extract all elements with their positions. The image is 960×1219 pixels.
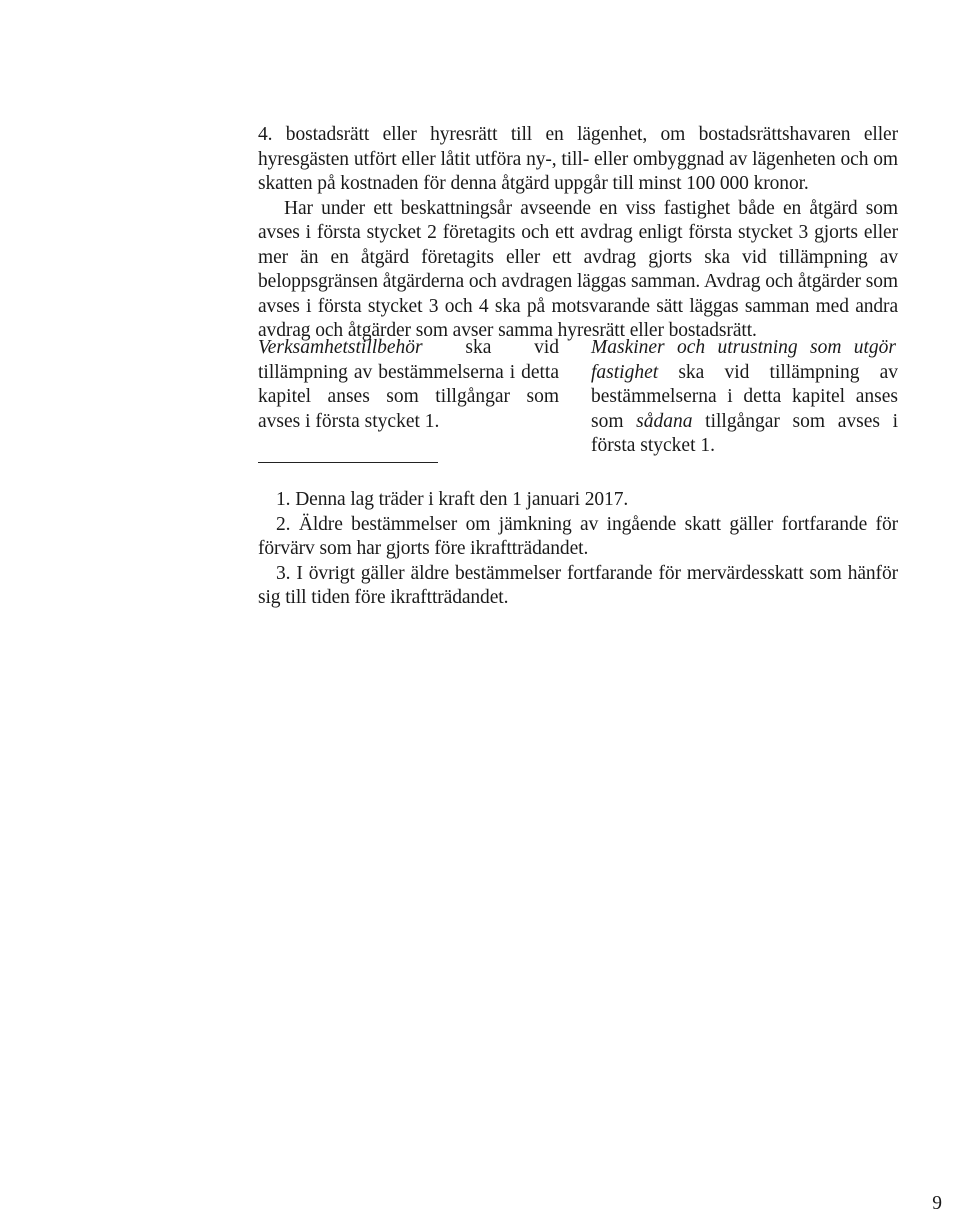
text-end: tillgångar som avses i första stycket 1. xyxy=(591,410,899,456)
provision-2: 2. Äldre bestämmelser om jämkning av ingående skatt gäller fortfarande för förvärv som har gjorts före ikraftträdandet. xyxy=(258,513,898,559)
paragraph-item-4: 4. bostadsrätt eller hyresrätt till en lägenhet, om bostadsrättshavaren eller hyresgästen utfört eller låtit utföra ny-, till- eller ombyggnad av lägenheten och om skatten på kostnaden för denna åtgärd uppgår till minst 100 000 kronor. xyxy=(258,124,898,194)
column-right-rest xyxy=(591,361,898,459)
column-left-first-line xyxy=(258,336,559,361)
term-fastighet: fastighet xyxy=(591,361,659,383)
provision-1: 1. Denna lag träder i kraft den 1 januari 2017. xyxy=(276,489,629,510)
column-left-rest: tillämpning av bestämmelserna i detta kapitel anses som tillgångar som avses i första stycket 1. xyxy=(258,361,559,432)
column-right-first-line xyxy=(591,336,898,361)
paragraph-summation: Har under ett beskattningsår avseende en viss fastighet både en åtgärd som avses i första stycket 2 företagits och ett avdrag enligt första stycket 3 gjorts eller mer än en åtgärd företagits eller ett avdrag gjorts ska vid tillämpning av beloppsgränsen åtgärderna och avdragen läggas samman. Avdrag och åtgärder som avses i första stycket 3 och 4 ska på motsvarande sätt läggas samman med andra avdrag och åtgärder som avser samma hyresrätt eller bostadsrätt. xyxy=(258,197,898,341)
term-verksamhetstillbehor: Verksamhetstillbehör xyxy=(258,337,423,358)
main-text xyxy=(258,123,898,344)
provision-3: 3. I övrigt gäller äldre bestämmelser fortfarande för mervärdesskatt som hänför sig till tiden före ikraftträdandet. xyxy=(258,562,898,608)
transitional-provisions xyxy=(258,488,898,611)
italic-maskiner-line: Maskiner och utrustning som utgör xyxy=(591,337,896,358)
footnote-divider xyxy=(258,462,438,463)
column-proposed-text xyxy=(591,336,898,459)
text-after-fastighet: ska vid tillämpning av bestämmelserna i detta kapitel anses som xyxy=(591,361,898,432)
column-current-text xyxy=(258,336,559,434)
page-number: 9 xyxy=(932,1193,942,1214)
word-vid: vid xyxy=(534,337,559,358)
word-ska: ska xyxy=(465,337,492,358)
term-sadana: sådana xyxy=(636,410,693,432)
